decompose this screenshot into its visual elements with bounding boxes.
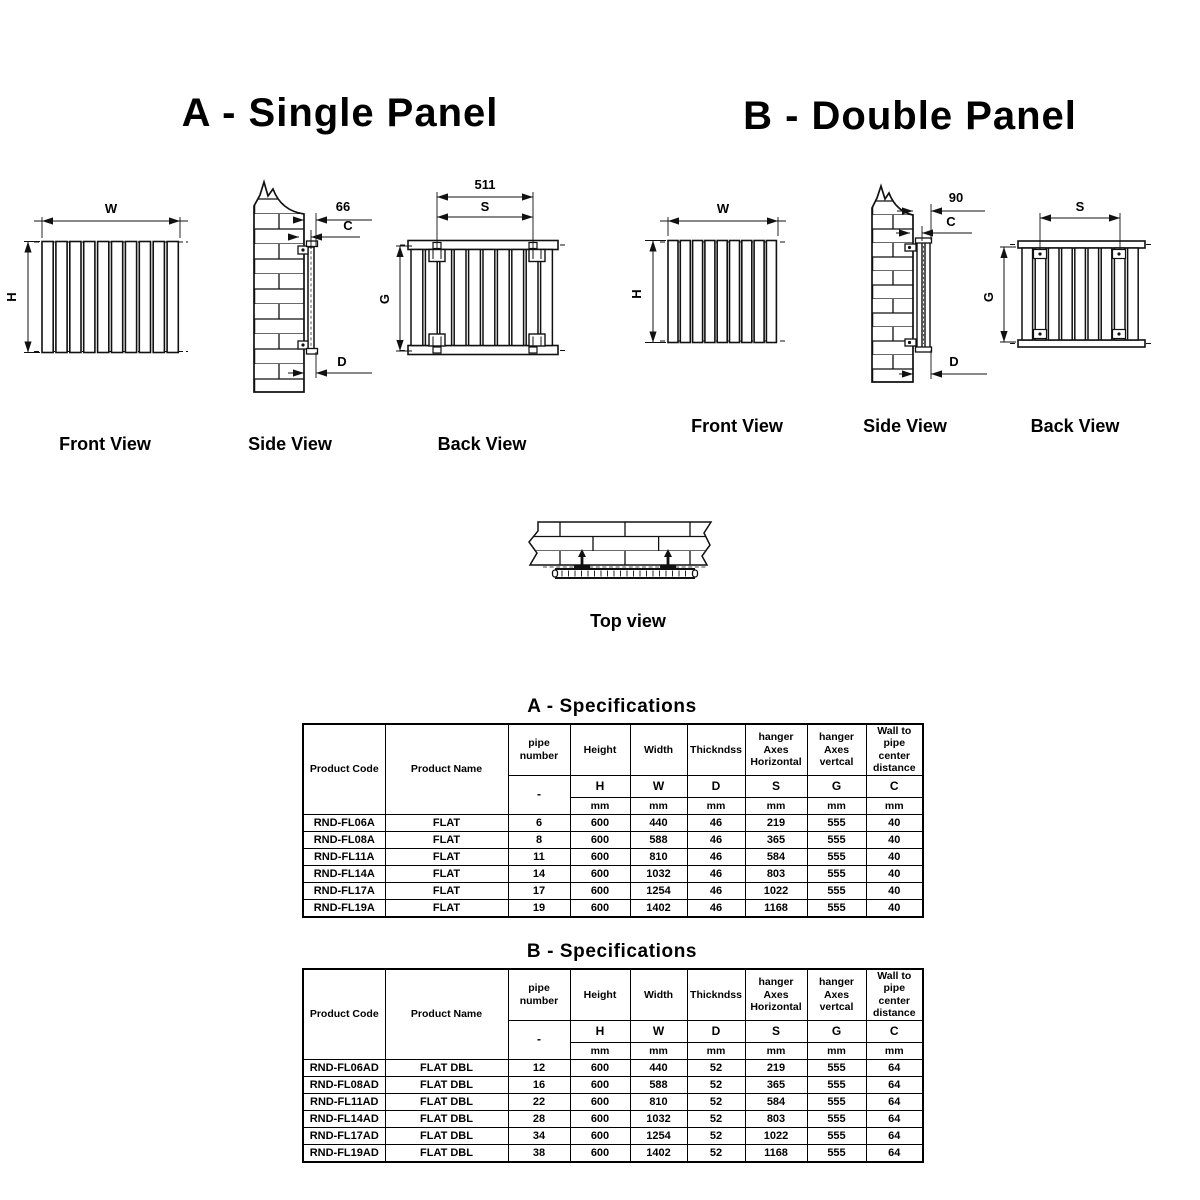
b-front-dim-h: H — [629, 289, 644, 299]
table-header-row — [303, 724, 923, 775]
col-product-name: Product Name — [385, 724, 508, 814]
top-view-label: Top view — [590, 611, 666, 631]
b-side-dim-d: D — [949, 354, 959, 369]
table-cell: 16 — [508, 1076, 570, 1093]
a-front-dim-h: H — [4, 292, 19, 302]
table-cell: 19 — [508, 899, 570, 917]
table-cell: FLAT — [385, 882, 508, 899]
b-side-dim-c: C — [946, 214, 956, 229]
a-back-dim-g: G — [377, 293, 392, 305]
table-cell: 28 — [508, 1110, 570, 1127]
unit-mm: mm — [570, 1042, 630, 1059]
title-double-panel: B - Double Panel — [743, 94, 1077, 138]
table-cell: 46 — [687, 831, 745, 848]
a-back-view-drawing — [396, 192, 566, 355]
b-front-view-drawing — [645, 217, 786, 343]
spec-table-a — [302, 723, 924, 918]
b-front-dim-w: W — [716, 201, 730, 216]
table-cell: RND-FL08AD — [303, 1076, 385, 1093]
col-pipe-number: pipe number — [508, 724, 570, 775]
table-row — [303, 899, 923, 917]
table-cell: 219 — [745, 814, 807, 831]
b-side-view-drawing — [872, 186, 987, 382]
symbol-c: C — [866, 775, 923, 797]
table-row — [303, 865, 923, 882]
symbol-h: H — [570, 1020, 630, 1042]
table-row — [303, 1110, 923, 1127]
table-cell: 600 — [570, 831, 630, 848]
table-row — [303, 1093, 923, 1110]
symbol-dash: - — [508, 1020, 570, 1059]
table-cell: 64 — [866, 1059, 923, 1076]
table-cell: 555 — [807, 1144, 866, 1162]
table-cell: 440 — [630, 1059, 687, 1076]
table-cell: 555 — [807, 899, 866, 917]
table-cell: 40 — [866, 865, 923, 882]
table-cell: 1254 — [630, 1127, 687, 1144]
table-cell: RND-FL14AD — [303, 1110, 385, 1127]
table-cell: 64 — [866, 1110, 923, 1127]
table-cell: 600 — [570, 1093, 630, 1110]
unit-mm: mm — [630, 1042, 687, 1059]
table-cell: RND-FL08A — [303, 831, 385, 848]
col-hanger-horizontal: hanger Axes Horizontal — [745, 724, 807, 775]
table-cell: 46 — [687, 814, 745, 831]
table-cell: 600 — [570, 1110, 630, 1127]
table-cell: 600 — [570, 814, 630, 831]
unit-mm: mm — [687, 1042, 745, 1059]
table-cell: RND-FL06A — [303, 814, 385, 831]
table-cell: 1402 — [630, 899, 687, 917]
b-front-view-label: Front View — [691, 416, 783, 436]
table-cell: FLAT — [385, 848, 508, 865]
table-cell: 810 — [630, 1093, 687, 1110]
unit-mm: mm — [745, 1042, 807, 1059]
table-row — [303, 1059, 923, 1076]
table-cell: 1022 — [745, 1127, 807, 1144]
table-cell: 600 — [570, 848, 630, 865]
table-cell: FLAT — [385, 831, 508, 848]
table-cell: RND-FL14A — [303, 865, 385, 882]
col-height: Height — [570, 724, 630, 775]
table-cell: FLAT DBL — [385, 1076, 508, 1093]
top-view-drawing — [529, 522, 711, 578]
table-cell: 600 — [570, 1059, 630, 1076]
table-cell: 600 — [570, 1127, 630, 1144]
table-cell: 46 — [687, 848, 745, 865]
b-back-dim-g: G — [981, 291, 996, 303]
table-cell: RND-FL17AD — [303, 1127, 385, 1144]
symbol-dash: - — [508, 775, 570, 814]
table-cell: 555 — [807, 882, 866, 899]
table-header-row — [303, 969, 923, 1020]
unit-mm: mm — [745, 797, 807, 814]
unit-mm: mm — [807, 797, 866, 814]
table-cell: 40 — [866, 848, 923, 865]
table-cell: FLAT DBL — [385, 1144, 508, 1162]
col-thickness: Thickndss — [687, 969, 745, 1020]
table-cell: 555 — [807, 1093, 866, 1110]
col-product-code: Product Code — [303, 969, 385, 1059]
table-cell: 555 — [807, 831, 866, 848]
table-cell: RND-FL11AD — [303, 1093, 385, 1110]
symbol-w: W — [630, 1020, 687, 1042]
table-cell: 52 — [687, 1110, 745, 1127]
table-cell: 1022 — [745, 882, 807, 899]
symbol-c: C — [866, 1020, 923, 1042]
table-cell: 555 — [807, 1059, 866, 1076]
table-cell: 440 — [630, 814, 687, 831]
symbol-g: G — [807, 775, 866, 797]
spec-table-b-title: B - Specifications — [526, 941, 698, 962]
table-cell: 584 — [745, 848, 807, 865]
a-front-view-label: Front View — [59, 434, 151, 454]
table-cell: 52 — [687, 1093, 745, 1110]
table-cell: 46 — [687, 865, 745, 882]
symbol-h: H — [570, 775, 630, 797]
table-cell: 46 — [687, 882, 745, 899]
unit-mm: mm — [807, 1042, 866, 1059]
table-row — [303, 1076, 923, 1093]
table-cell: 803 — [745, 1110, 807, 1127]
col-pipe-number: pipe number — [508, 969, 570, 1020]
table-row — [303, 882, 923, 899]
b-side-view-label: Side View — [863, 416, 947, 436]
table-cell: FLAT DBL — [385, 1059, 508, 1076]
a-front-dim-w: W — [104, 201, 118, 216]
table-cell: 12 — [508, 1059, 570, 1076]
b-back-view-label: Back View — [1030, 416, 1120, 436]
table-cell: 34 — [508, 1127, 570, 1144]
table-cell: 555 — [807, 1110, 866, 1127]
table-cell: FLAT DBL — [385, 1127, 508, 1144]
a-side-dim-depth: 66 — [335, 199, 351, 214]
table-cell: 52 — [687, 1076, 745, 1093]
unit-mm: mm — [570, 797, 630, 814]
table-cell: FLAT — [385, 865, 508, 882]
symbol-w: W — [630, 775, 687, 797]
a-side-view-label: Side View — [248, 434, 332, 454]
symbol-d: D — [687, 1020, 745, 1042]
symbol-s: S — [745, 775, 807, 797]
table-cell: 52 — [687, 1127, 745, 1144]
table-cell: 803 — [745, 865, 807, 882]
table-cell: RND-FL11A — [303, 848, 385, 865]
table-cell: 555 — [807, 1127, 866, 1144]
title-single-panel: A - Single Panel — [181, 91, 499, 135]
table-cell: RND-FL17A — [303, 882, 385, 899]
table-cell: 1402 — [630, 1144, 687, 1162]
col-hanger-vertical: hanger Axes vertcal — [807, 969, 866, 1020]
table-row — [303, 814, 923, 831]
table-cell: 14 — [508, 865, 570, 882]
col-product-code: Product Code — [303, 724, 385, 814]
a-side-view-drawing — [254, 182, 372, 392]
table-cell: FLAT DBL — [385, 1093, 508, 1110]
table-cell: 588 — [630, 831, 687, 848]
a-front-view-drawing — [24, 217, 188, 353]
table-cell: 64 — [866, 1076, 923, 1093]
table-cell: RND-FL06AD — [303, 1059, 385, 1076]
table-cell: 1168 — [745, 899, 807, 917]
table-cell: 46 — [687, 899, 745, 917]
table-cell: 365 — [745, 831, 807, 848]
table-row — [303, 848, 923, 865]
table-cell: 17 — [508, 882, 570, 899]
table-cell: FLAT — [385, 899, 508, 917]
spec-table-b — [302, 968, 924, 1163]
b-side-dim-depth: 90 — [948, 190, 964, 205]
table-row — [303, 831, 923, 848]
table-cell: 40 — [866, 899, 923, 917]
spec-table-a-section — [302, 696, 922, 918]
table-cell: 40 — [866, 882, 923, 899]
table-cell: 40 — [866, 831, 923, 848]
table-cell: 52 — [687, 1144, 745, 1162]
table-cell: RND-FL19AD — [303, 1144, 385, 1162]
symbol-d: D — [687, 775, 745, 797]
b-back-view-drawing — [1000, 213, 1153, 347]
table-cell: 64 — [866, 1144, 923, 1162]
table-cell: 555 — [807, 865, 866, 882]
col-wall-distance: Wall to pipe center distance — [866, 724, 923, 775]
table-cell: FLAT — [385, 814, 508, 831]
b-back-dim-s: S — [1075, 199, 1085, 214]
unit-mm: mm — [866, 797, 923, 814]
table-cell: 600 — [570, 865, 630, 882]
col-hanger-horizontal: hanger Axes Horizontal — [745, 969, 807, 1020]
table-cell: 52 — [687, 1059, 745, 1076]
table-cell: 555 — [807, 814, 866, 831]
col-thickness: Thickndss — [687, 724, 745, 775]
a-back-view-label: Back View — [437, 434, 527, 454]
unit-mm: mm — [687, 797, 745, 814]
table-cell: 64 — [866, 1127, 923, 1144]
col-width: Width — [630, 969, 687, 1020]
table-cell: 64 — [866, 1093, 923, 1110]
table-cell: 365 — [745, 1076, 807, 1093]
table-cell: 810 — [630, 848, 687, 865]
table-cell: 22 — [508, 1093, 570, 1110]
table-cell: 40 — [866, 814, 923, 831]
a-side-dim-c: C — [343, 218, 353, 233]
table-cell: FLAT DBL — [385, 1110, 508, 1127]
col-wall-distance: Wall to pipe center distance — [866, 969, 923, 1020]
symbol-s: S — [745, 1020, 807, 1042]
col-width: Width — [630, 724, 687, 775]
col-hanger-vertical: hanger Axes vertcal — [807, 724, 866, 775]
table-cell: 584 — [745, 1093, 807, 1110]
spec-table-a-title: A - Specifications — [527, 696, 697, 717]
table-row — [303, 1144, 923, 1162]
table-cell: 1032 — [630, 865, 687, 882]
col-product-name: Product Name — [385, 969, 508, 1059]
table-cell: 555 — [807, 1076, 866, 1093]
unit-mm: mm — [630, 797, 687, 814]
unit-mm: mm — [866, 1042, 923, 1059]
table-cell: 1254 — [630, 882, 687, 899]
table-cell: 11 — [508, 848, 570, 865]
a-back-dim-s-value: 511 — [474, 177, 496, 192]
table-cell: 6 — [508, 814, 570, 831]
col-height: Height — [570, 969, 630, 1020]
spec-table-b-section — [302, 941, 922, 1163]
table-cell: 555 — [807, 848, 866, 865]
table-cell: 219 — [745, 1059, 807, 1076]
table-cell: 600 — [570, 1144, 630, 1162]
table-cell: 1168 — [745, 1144, 807, 1162]
symbol-g: G — [807, 1020, 866, 1042]
a-side-dim-d: D — [337, 354, 347, 369]
table-cell: 588 — [630, 1076, 687, 1093]
table-cell: 1032 — [630, 1110, 687, 1127]
table-cell: 600 — [570, 882, 630, 899]
table-cell: 8 — [508, 831, 570, 848]
table-cell: RND-FL19A — [303, 899, 385, 917]
a-back-dim-s: S — [480, 199, 490, 214]
table-cell: 38 — [508, 1144, 570, 1162]
table-row — [303, 1127, 923, 1144]
table-cell: 600 — [570, 899, 630, 917]
table-cell: 600 — [570, 1076, 630, 1093]
